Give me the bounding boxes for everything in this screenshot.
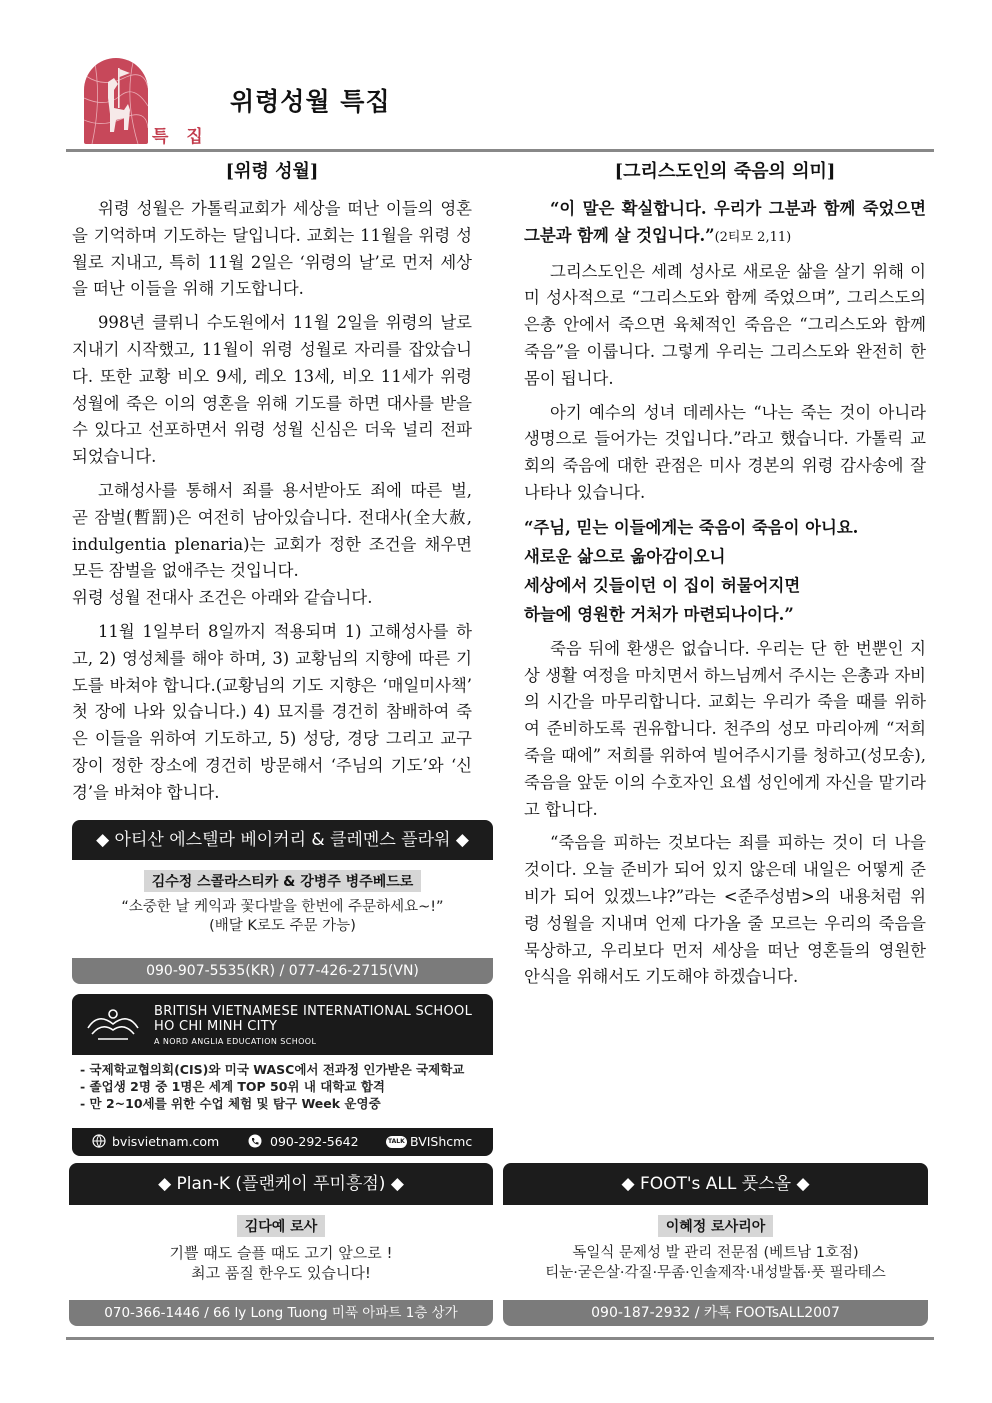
school-crest-icon — [84, 1006, 142, 1042]
phone-icon — [248, 1128, 262, 1156]
bvis-item: - 만 2~10세를 위한 수업 체험 및 탐구 Week 운영중 — [80, 1096, 381, 1111]
prayer-line: 하늘에 영원한 거처가 마련되나이다.” — [524, 604, 794, 624]
ad-plan-k-line: 최고 품질 한우도 있습니다! — [191, 1264, 371, 1282]
ad-foots-all-contact: 090-187-2932 / 카톡 FOOTsALL2007 — [503, 1300, 928, 1326]
bvis-website[interactable]: bvisvietnam.com — [112, 1134, 220, 1149]
right-paragraph: 아기 예수의 성녀 데레사는 “나는 죽는 것이 아니라 생명으로 들어가는 것입니다.”라고 했습니다. 가톨릭 교회의 죽음에 대한 관점은 미사 경본의 위령 감사송에 잘 나타나 있습니다. — [524, 402, 926, 502]
bvis-phone[interactable]: 090-292-5642 — [270, 1134, 359, 1149]
ad-foots-all-line: 티눈·굳은살·각질·무좀·인솔제작·내성발톱·풋 필라테스 — [545, 1265, 886, 1281]
ad-plan-k-contact: 070-366-1446 / 66 ly Long Tuong 미푹 아파트 1층 상가 — [69, 1300, 493, 1326]
prayer-line: 새로운 삶으로 옮아감이오니 — [524, 546, 726, 566]
ad-plan-k — [69, 1163, 493, 1326]
ad-foots-all-line: 독일식 문제성 발 관리 전문점 (베트남 1호점) — [572, 1245, 859, 1261]
ad-bvis — [72, 994, 493, 1156]
preface-prayer — [524, 513, 926, 629]
bvis-city: HO CHI MINH CITY — [154, 1019, 278, 1034]
left-paragraph: 위령 성월은 가톨릭교회가 세상을 떠난 이들의 영혼을 기억하며 기도하는 달입니다. 교회는 11월을 위령 성월로 지내고, 특히 11월 2일은 ‘위령의 날’로 먼저 세상을 떠난 이들을 위해 기도합니다. — [72, 199, 472, 299]
quote-reference: (2티모 2,11) — [714, 229, 792, 245]
ad-bakery-line: (배달 K로도 주문 가능) — [209, 918, 356, 934]
left-column — [72, 158, 472, 807]
right-section-title: [그리스도인의 죽음의 의미] — [614, 161, 836, 182]
logo-label: 특 집 — [152, 127, 209, 147]
prayer-line: “주님, 믿는 이들에게는 죽음이 죽음이 아니요. — [524, 517, 859, 537]
ad-bakery-contact: 090-907-5535(KR) / 077-426-2715(VN) — [72, 958, 493, 984]
ad-plan-k-line: 기쁠 때도 슬플 때도 고기 앞으로 ! — [169, 1244, 393, 1262]
left-paragraph: 위령 성월 전대사 조건은 아래와 같습니다. — [72, 588, 373, 608]
right-paragraph: 그리스도인은 세례 성사로 새로운 삶을 살기 위해 이미 성사적으로 “그리스도와 함께 죽었으며”, 그리스도의 은총 안에서 죽으면 육체적인 죽음은 “그리스도와 함께 죽음”을 이룹니다. 그렇게 우리는 그리스도와 완전히 한 몸이 됩니다. — [524, 261, 926, 388]
footer-divider — [66, 1337, 934, 1340]
left-paragraph: 고해성사를 통해서 죄를 용서받아도 죄에 따른 벌, 곧 잠벌(暫罰)은 여전히 남아있습니다. 전대사(全大赦, indulgentia plenaria)는 교회가 정한 조건을 채우면 모든 잠벌을 없애주는 것입니다. — [72, 480, 472, 581]
bvis-kakaotalk[interactable]: BVIShcmc — [410, 1134, 473, 1149]
ad-foots-all-owner: 이혜정 로사리아 — [658, 1215, 774, 1237]
page-title: 위령성월 특집 — [230, 87, 391, 116]
ad-bakery-line: “소중한 날 케익과 꽃다발을 한번에 주문하세요~!” — [121, 899, 444, 915]
ad-bakery — [72, 820, 493, 984]
left-paragraph: 11월 1일부터 8일까지 적용되며 1) 고해성사를 하고, 2) 영성체를 해야 하며, 3) 교황님의 지향에 따른 기도를 바쳐야 합니다.(교황님의 기도 지향은 ‘매일미사책’ 첫 장에 나와 있습니다.) 4) 묘지를 경건히 참배하여 죽은 이들을 위하여 기도하고, 5) 성당, 경당 그리고 교구장이 정한 장소에 경건히 방문해서 ‘주님의 기도’와 ‘신경’을 바쳐야 합니다. — [72, 621, 472, 802]
globe-icon — [92, 1128, 106, 1156]
header-divider — [66, 149, 934, 152]
ad-plan-k-title: ◆ Plan-K (플랜케이 푸미흥점) ◆ — [69, 1163, 493, 1205]
left-section-title: [위령 성월] — [225, 161, 319, 182]
bvis-item: - 국제학교협의회(CIS)와 미국 WASC에서 전과정 인가받은 국제학교 — [80, 1062, 465, 1077]
lamb-icon — [84, 58, 148, 144]
ad-bakery-owner: 김수정 스콜라스티카 & 강병주 병주베드로 — [144, 870, 422, 892]
ad-foots-all-title: ◆ FOOT's ALL 풋스올 ◆ — [503, 1163, 928, 1205]
special-issue-logo — [84, 58, 148, 144]
right-column — [524, 158, 926, 991]
page-header — [68, 52, 934, 152]
quote-text: “이 말은 확실합니다. 우리가 그분과 함께 죽었으면 그분과 함께 살 것입니다.” — [524, 199, 926, 245]
left-paragraph: 998년 클뤼니 수도원에서 11월 2일을 위령의 날로 지내기 시작했고, 11월이 위령 성월로 자리를 잡았습니다. 또한 교황 비오 9세, 레오 13세, 비오 11세가 위령 성월에 죽은 이의 영혼을 위해 기도를 하면 대사를 받을 수 있다고 선포하면서 위령 성월 신심은 더욱 널리 전파되었습니다. — [72, 313, 472, 467]
prayer-line: 세상에서 깃들이던 이 집이 허물어지면 — [524, 575, 801, 595]
ad-plan-k-owner: 김다예 로사 — [237, 1215, 326, 1237]
ad-foots-all — [503, 1163, 928, 1326]
bvis-item: - 졸업생 2명 중 1명은 세계 TOP 50위 내 대학교 합격 — [80, 1079, 386, 1094]
bvis-subtitle: A NORD ANGLIA EDUCATION SCHOOL — [154, 1037, 317, 1046]
bvis-school-name: BRITISH VIETNAMESE INTERNATIONAL SCHOOL — [154, 1004, 473, 1019]
scripture-quote — [524, 196, 926, 252]
right-paragraph: “죽음을 피하는 것보다는 죄를 피하는 것이 더 나을 것이다. 오늘 준비가 되어 있지 않은데 내일은 어떻게 준비가 되어 있겠느냐?”라는 <준주성범>의 내용처럼 위령 성월을 지내며 언제 다가올 줄 모르는 우리의 죽음을 묵상하고, 우리보다 먼저 세상을 떠난 영혼들의 영원한 안식을 위해서도 기도해야 하겠습니다. — [524, 833, 926, 987]
right-paragraph: 죽음 뒤에 환생은 없습니다. 우리는 단 한 번뿐인 지상 생활 여정을 마치면서 하느님께서 주시는 은총과 자비의 시간을 마무리합니다. 교회는 우리가 죽을 때를 위하여 준비하도록 권유합니다. 천주의 성모 마리아께 “저희 죽을 때에” 저희를 위하여 빌어주시기를 청하고(성모송), 죽음을 앞둔 이의 수호자인 요셉 성인에게 자신을 맡기라고 합니다. — [524, 638, 926, 819]
ad-bakery-title: ◆ 아티산 에스텔라 베이커리 & 클레멘스 플라워 ◆ — [72, 820, 493, 860]
kakaotalk-icon: TALK — [386, 1136, 407, 1148]
